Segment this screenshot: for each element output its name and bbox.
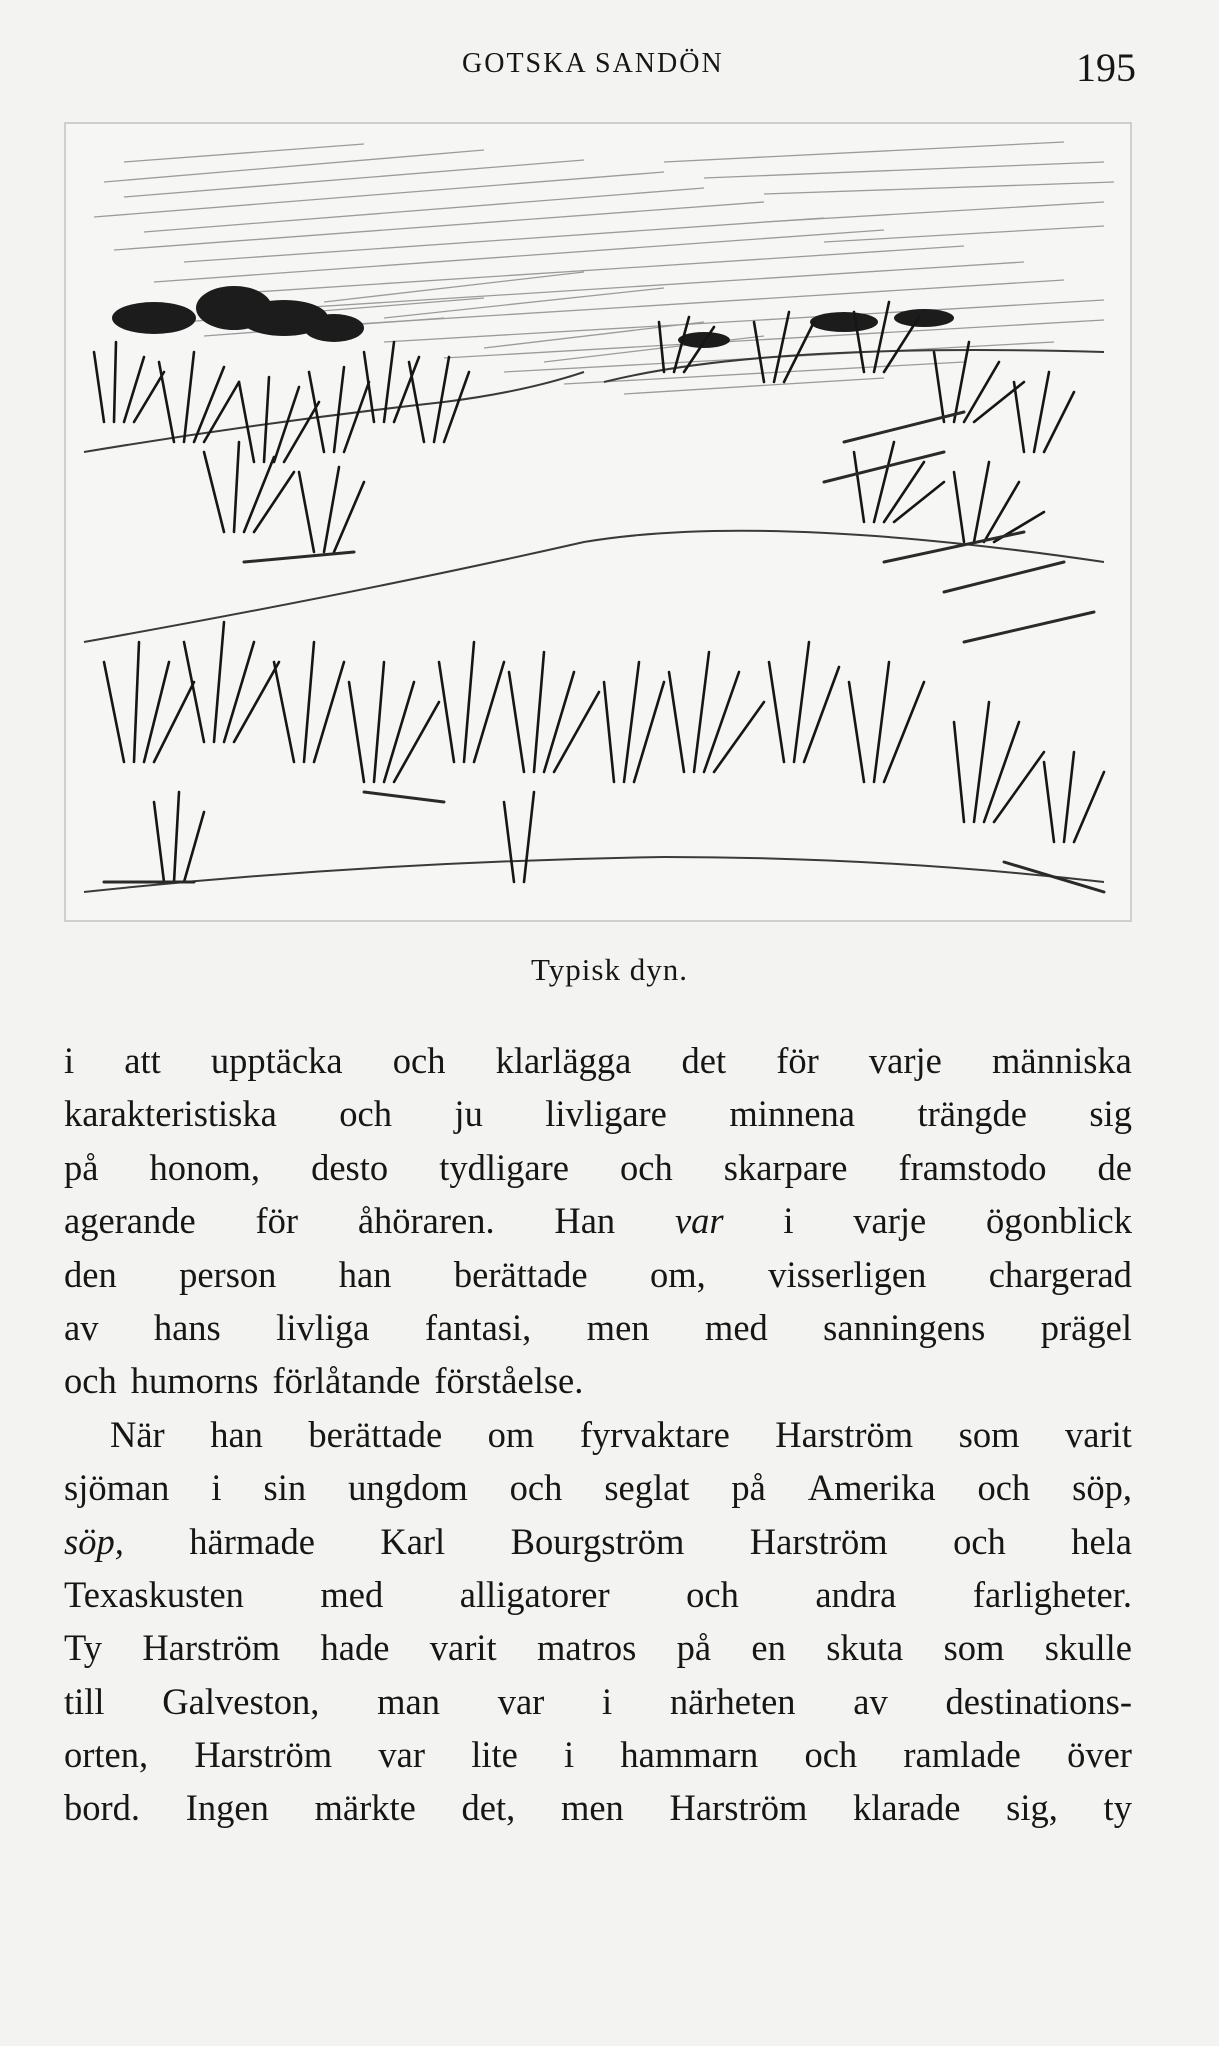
text-line xyxy=(64,1248,1132,1301)
word: härmade xyxy=(189,1520,315,1562)
word: men xyxy=(586,1306,650,1348)
word: ju xyxy=(454,1093,483,1135)
word: humorns xyxy=(130,1360,259,1402)
word: om xyxy=(487,1413,535,1455)
text-line xyxy=(64,1621,1132,1674)
running-title: GOTSKA SANDÖN xyxy=(462,48,724,79)
text-line xyxy=(64,1515,1132,1568)
word: och xyxy=(509,1467,563,1509)
word: destinations- xyxy=(945,1680,1132,1722)
dune-illustration xyxy=(64,122,1132,922)
word: livligare xyxy=(545,1093,667,1135)
word: ty xyxy=(1103,1787,1132,1829)
word: tydligare xyxy=(439,1146,569,1188)
word: som xyxy=(958,1413,1020,1455)
text-line xyxy=(64,1408,1132,1461)
word: han xyxy=(210,1413,263,1455)
word: Ingen xyxy=(185,1787,269,1829)
word: Harström xyxy=(669,1787,808,1829)
word: trängde xyxy=(917,1093,1027,1135)
word: närheten xyxy=(669,1680,796,1722)
word: Han xyxy=(554,1200,616,1242)
word: hammarn xyxy=(620,1734,759,1776)
word: prägel xyxy=(1040,1306,1132,1348)
word: och xyxy=(620,1146,673,1188)
word: Bourgström xyxy=(510,1520,685,1562)
word: märkte xyxy=(314,1787,416,1829)
word: fantasi, xyxy=(424,1306,532,1348)
word: bord. xyxy=(64,1787,141,1829)
text-line xyxy=(64,1675,1132,1728)
word: desto xyxy=(311,1146,389,1188)
word: förståelse. xyxy=(434,1360,584,1402)
text-line xyxy=(64,1301,1132,1354)
word: Harström xyxy=(775,1413,914,1455)
word: och xyxy=(392,1040,446,1081)
word: sjöman xyxy=(64,1467,170,1509)
word: chargerad xyxy=(988,1253,1132,1295)
word: fyrvaktare xyxy=(579,1413,730,1455)
word: ungdom xyxy=(348,1467,468,1509)
word: klarade xyxy=(853,1787,961,1829)
word: en xyxy=(751,1627,786,1669)
word: matros xyxy=(536,1627,637,1669)
text-line xyxy=(64,1034,1132,1087)
body-text xyxy=(64,1034,1132,1835)
word: förlåtande xyxy=(272,1360,421,1402)
word: berättade xyxy=(308,1413,443,1455)
text-line xyxy=(64,1087,1132,1140)
page-number: 195 xyxy=(1076,45,1136,90)
word: lite xyxy=(471,1734,518,1776)
word: varje xyxy=(868,1040,942,1081)
word: på xyxy=(731,1467,766,1509)
word: minnena xyxy=(729,1093,856,1135)
word: som xyxy=(943,1627,1005,1669)
word: person xyxy=(179,1253,277,1295)
word: han xyxy=(338,1253,392,1295)
word: för xyxy=(255,1200,299,1242)
word: varit xyxy=(429,1627,497,1669)
word: åhöraren. xyxy=(357,1200,495,1242)
word: visserligen xyxy=(768,1253,927,1295)
word: av xyxy=(853,1680,888,1722)
word: Harström xyxy=(142,1627,281,1669)
word: Amerika xyxy=(807,1467,936,1509)
word: var xyxy=(378,1734,425,1776)
word: skulle xyxy=(1044,1627,1132,1669)
word: med xyxy=(704,1306,768,1348)
word: Harström xyxy=(194,1734,333,1776)
word: varje xyxy=(853,1200,927,1242)
word: skarpare xyxy=(723,1146,848,1188)
word: med xyxy=(320,1573,384,1615)
word: varit xyxy=(1065,1413,1132,1455)
word: och xyxy=(977,1467,1031,1509)
word: i xyxy=(783,1200,794,1242)
word: framstodo xyxy=(898,1146,1047,1188)
word: karakteristiska xyxy=(64,1093,277,1135)
word: klarlägga xyxy=(495,1040,632,1081)
figure-caption: Typisk dyn. xyxy=(531,952,688,987)
word: den xyxy=(64,1253,117,1295)
plate-frame xyxy=(65,123,1131,921)
word: sanningens xyxy=(823,1306,986,1348)
word: sig, xyxy=(1006,1787,1058,1829)
italic-emphasis: var xyxy=(674,1200,724,1242)
word: det, xyxy=(461,1787,516,1829)
word: att xyxy=(124,1040,161,1081)
word: sig xyxy=(1089,1093,1132,1135)
text-line xyxy=(64,1354,1132,1407)
word: men xyxy=(560,1787,624,1829)
word: orten, xyxy=(64,1734,149,1776)
word: hade xyxy=(320,1627,390,1669)
text-line xyxy=(64,1728,1132,1781)
text-line xyxy=(64,1194,1132,1247)
word-italic xyxy=(675,1194,724,1247)
word: upptäcka xyxy=(210,1040,343,1081)
word: i xyxy=(564,1734,575,1776)
word: Texaskusten xyxy=(64,1573,244,1615)
word: om, xyxy=(650,1253,706,1295)
italic-emphasis: söp, xyxy=(64,1520,124,1562)
word: Galveston, xyxy=(162,1680,320,1722)
word: berättade xyxy=(453,1253,588,1295)
word: livliga xyxy=(276,1306,370,1348)
word: agerande xyxy=(64,1200,196,1242)
word: och xyxy=(953,1520,1006,1562)
word: de xyxy=(1097,1146,1132,1188)
word: över xyxy=(1067,1734,1132,1776)
word: andra xyxy=(815,1573,897,1615)
word: och xyxy=(686,1573,739,1615)
word: och xyxy=(339,1093,392,1135)
word: skuta xyxy=(826,1627,904,1669)
word: sin xyxy=(263,1467,307,1509)
word: i xyxy=(602,1680,613,1722)
word: ögonblick xyxy=(986,1200,1132,1242)
word: till xyxy=(64,1680,105,1722)
word: och xyxy=(804,1734,858,1776)
word: av xyxy=(64,1306,99,1348)
word: var xyxy=(497,1680,545,1722)
word: farligheter. xyxy=(972,1573,1132,1615)
word: hans xyxy=(153,1306,221,1348)
text-line xyxy=(64,1461,1132,1514)
running-head xyxy=(0,44,1219,88)
word: hela xyxy=(1071,1520,1132,1562)
word: på xyxy=(676,1627,712,1669)
text-line xyxy=(64,1141,1132,1194)
word: seglat xyxy=(604,1467,690,1509)
word-italic xyxy=(64,1515,124,1568)
word: man xyxy=(377,1680,440,1722)
word: i xyxy=(211,1467,222,1509)
text-line xyxy=(64,1568,1132,1621)
word: Ty xyxy=(64,1627,102,1669)
word: för xyxy=(776,1040,819,1081)
word: alligatorer xyxy=(459,1573,610,1615)
word: och xyxy=(64,1360,117,1402)
text-line xyxy=(64,1781,1132,1834)
word: i xyxy=(64,1040,75,1081)
word: ramlade xyxy=(903,1734,1021,1776)
word: söp, xyxy=(1072,1467,1132,1509)
word: Harström xyxy=(749,1520,888,1562)
word: När xyxy=(110,1413,165,1455)
dune-drawing xyxy=(64,122,1132,922)
word: på xyxy=(64,1146,99,1188)
word: Karl xyxy=(380,1520,446,1562)
word: det xyxy=(681,1040,727,1081)
word: honom, xyxy=(149,1146,261,1188)
word: människa xyxy=(992,1040,1132,1081)
